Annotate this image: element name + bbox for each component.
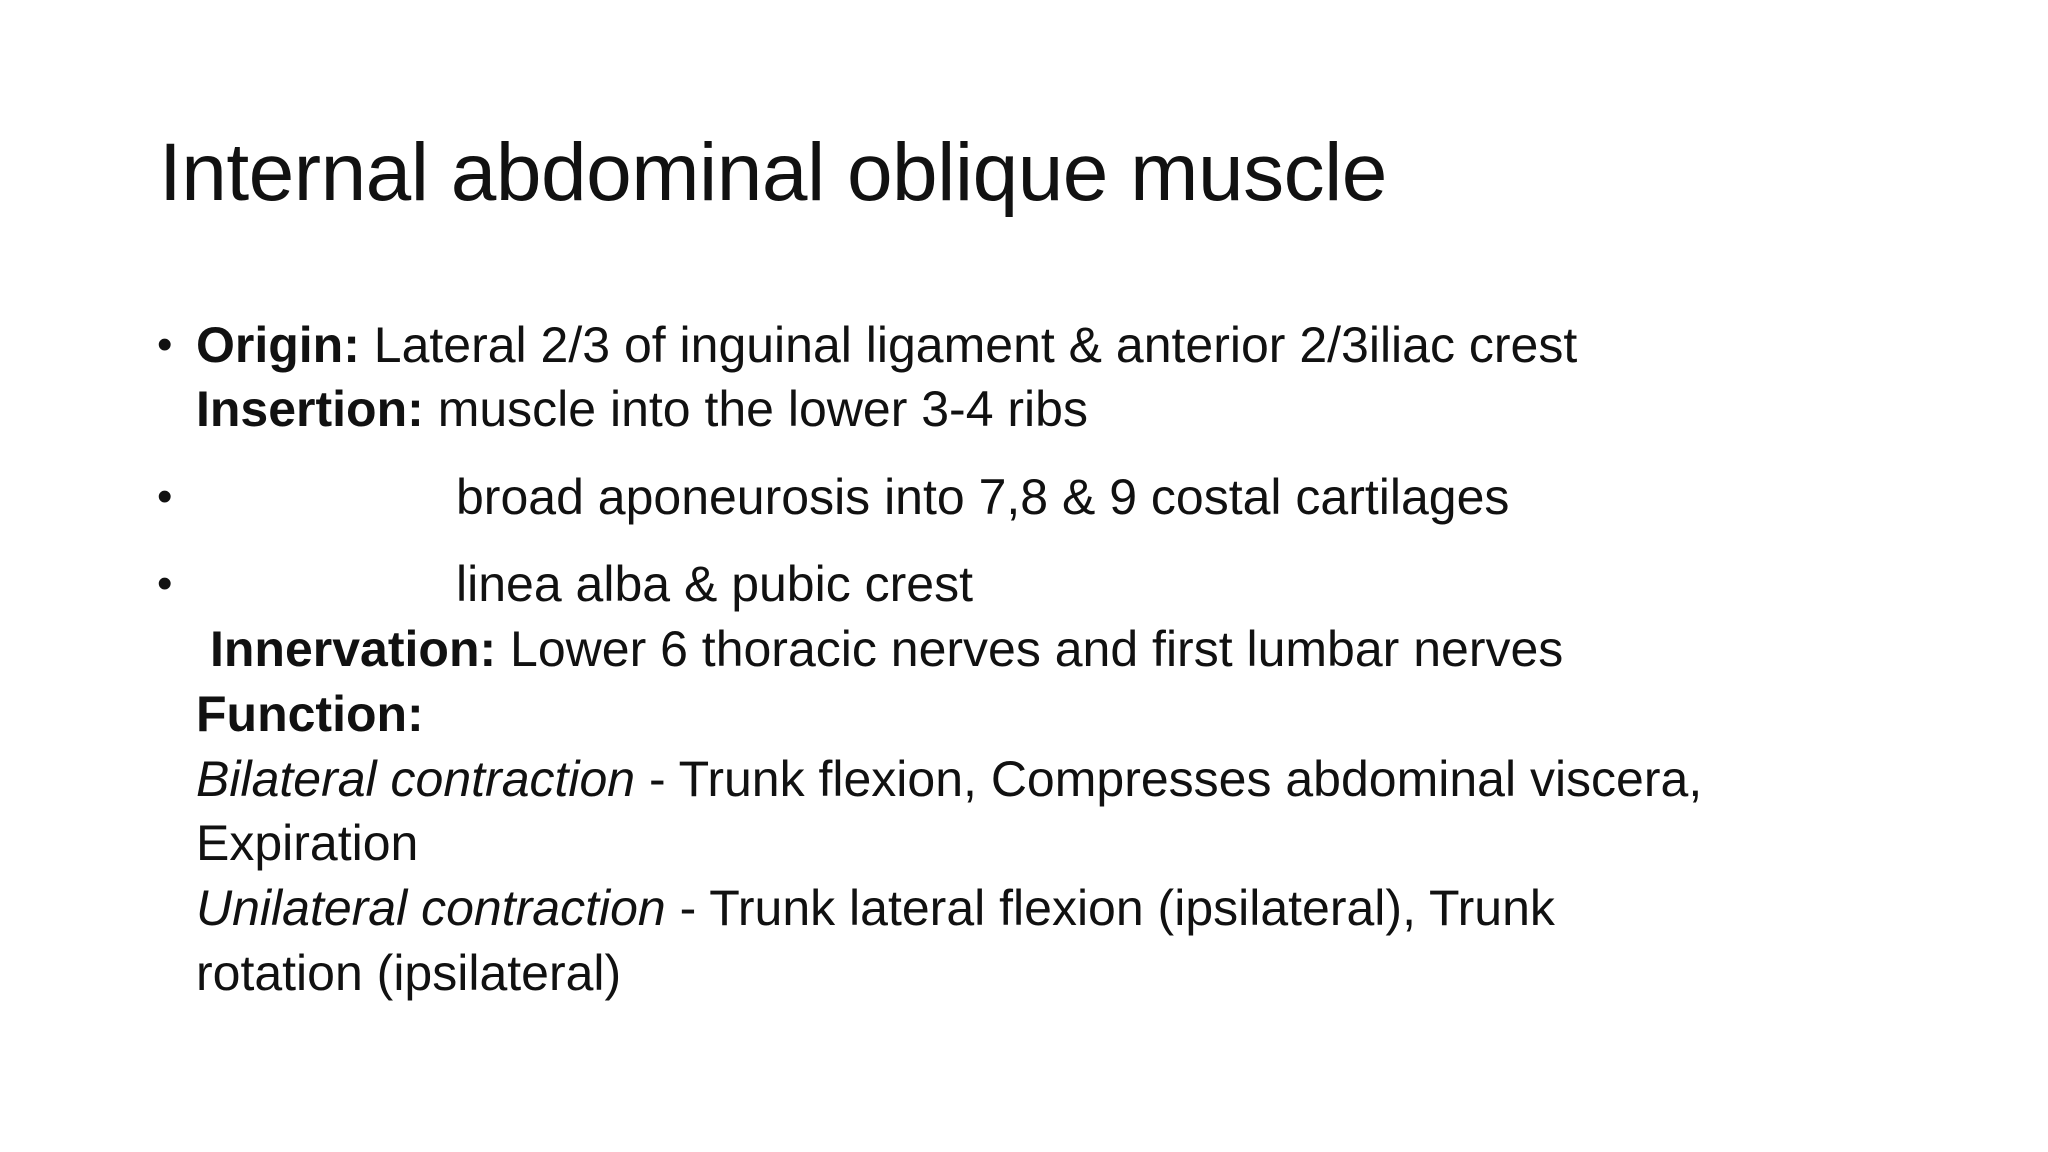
function-label: Function: — [196, 686, 424, 742]
insertion-item-2: broad aponeurosis into 7,8 & 9 costal cartilages — [456, 469, 1510, 525]
bullet-marker-1: • — [157, 320, 173, 369]
origin-line — [196, 313, 1577, 377]
insertion-text: muscle into the lower 3-4 ribs — [423, 381, 1088, 437]
innervation-text: Lower 6 thoracic nerves and first lumbar nerves — [496, 621, 1564, 677]
bullet-marker-2: • — [157, 472, 173, 521]
insertion-item-3: linea alba & pubic crest — [456, 556, 973, 612]
insertion-line — [196, 377, 1088, 441]
insertion-label: Insertion: — [196, 381, 424, 437]
function-heading — [196, 682, 424, 746]
unilateral-line — [196, 876, 1555, 940]
unilateral-label: Unilateral contraction — [196, 880, 666, 936]
bilateral-text: - Trunk flexion, Compresses abdominal viscera, — [635, 751, 1703, 807]
unilateral-line-cont: rotation (ipsilateral) — [196, 945, 622, 1001]
unilateral-text: - Trunk lateral flexion (ipsilateral), Trunk — [665, 880, 1555, 936]
bilateral-line — [196, 747, 1702, 811]
bilateral-line-cont: Expiration — [196, 815, 419, 871]
bullet-marker-3: • — [157, 559, 173, 608]
innervation-line — [210, 617, 1563, 681]
innervation-label: Innervation: — [210, 621, 497, 677]
origin-text: Lateral 2/3 of inguinal ligament & anterior 2/3iliac crest — [359, 317, 1578, 373]
origin-label: Origin: — [196, 317, 360, 373]
slide-title: Internal abdominal oblique muscle — [159, 127, 1387, 218]
bilateral-label: Bilateral contraction — [196, 751, 636, 807]
